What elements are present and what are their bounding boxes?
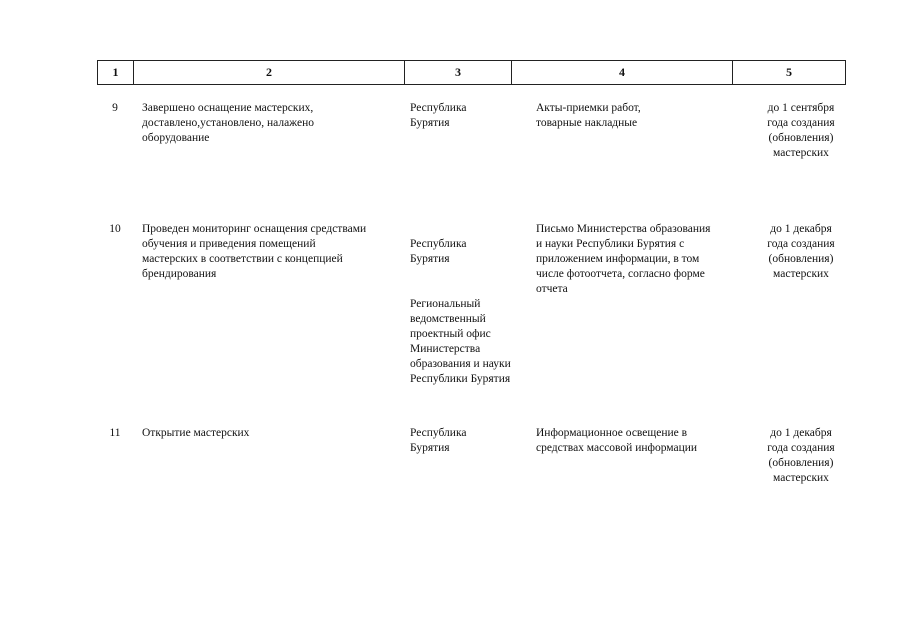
row-deadline: до 1 декабря года создания (обновления) мастерских [767,427,835,484]
row-document: Акты-приемки работ, товарные накладные [536,102,641,129]
column-header-3: 3 [405,61,512,85]
row-event: Открытие мастерских [142,427,250,439]
row-deadline: до 1 сентября года создания (обновления) мастерских [767,102,835,159]
row-number: 9 [112,102,118,114]
row-number: 10 [109,223,121,235]
row-responsible: Республика Бурятия [410,238,467,265]
row-responsible-extra: Региональный ведомственный проектный офис Министерства образования и науки Республики Бурятия [410,298,511,385]
row-number: 11 [109,427,121,439]
row-responsible: Республика Бурятия [410,102,467,129]
column-header-table [97,60,846,85]
row-event: Проведен мониторинг оснащения средствами обучения и приведения помещений мастерских в соответствии с концепцией брендирования [142,223,367,280]
row-document: Письмо Министерства образования и науки Республики Бурятия с приложением информации, в том числе фотоотчета, согласно форме отчета [536,223,711,295]
row-document: Информационное освещение в средствах массовой информации [536,427,698,454]
row-responsible-group [410,222,530,387]
row-responsible: Республика Бурятия [410,427,467,454]
column-header-2: 2 [134,61,405,85]
column-header-5: 5 [733,61,846,85]
row-event: Завершено оснащение мастерских, доставлено,установлено, налажено оборудование [142,102,314,144]
column-header-1: 1 [98,61,134,85]
column-header-4: 4 [512,61,733,85]
row-deadline: до 1 декабря года создания (обновления) мастерских [767,223,835,280]
column-header-row [98,61,846,85]
